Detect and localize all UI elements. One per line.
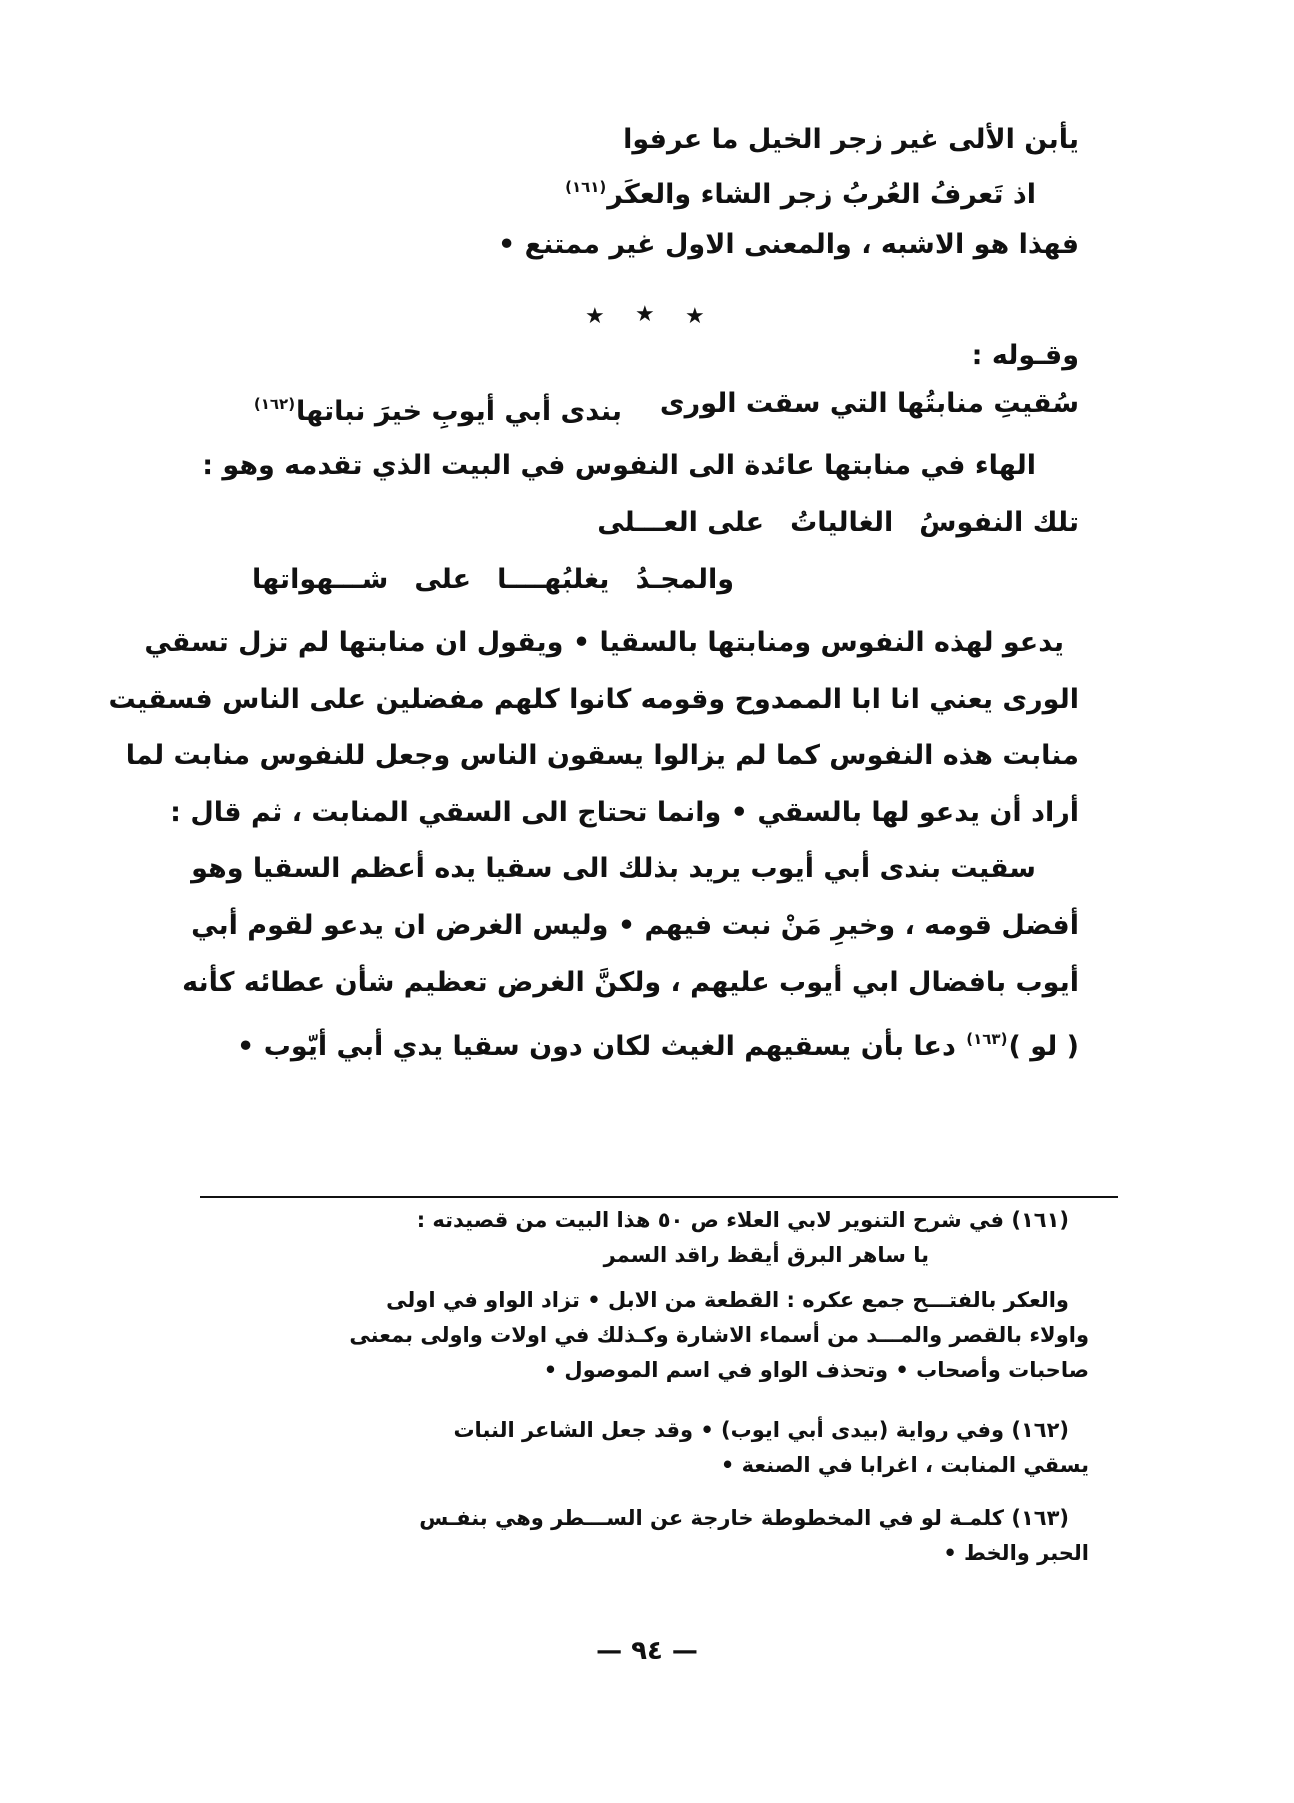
- verse3-word: الغالياتُ: [790, 507, 894, 538]
- footnote-ref-162: (١٦٢): [253, 395, 296, 413]
- verse3-word: على العـــلى: [597, 507, 765, 538]
- verse3-word: تلك النفوسُ: [919, 507, 1079, 538]
- verse2-hemistich1: سُقيتِ منابتُها التي سقت الورى: [659, 388, 1079, 419]
- paragraph-last-line: [237, 1019, 1079, 1067]
- verse2-hemistich2-text: بندى أبي أيوبِ خيرَ نباتها: [296, 396, 622, 427]
- intro-label: وقـوله :: [971, 340, 1079, 371]
- verse3-word: شـــهواتها: [251, 564, 389, 595]
- footnote-163-line: (١٦٣) كلمـة لو في المخطوطة خارجة عن الســـطر وهي بنفـس: [419, 1506, 1069, 1530]
- footnote-162-line: (١٦٢) وفي رواية (بيدى أبي ايوب) • وقد جعل الشاعر النبات: [453, 1418, 1069, 1442]
- verse1-line1: يأبن الألى غير زجر الخيل ما عرفوا: [623, 124, 1079, 155]
- paragraph-line: الورى يعني انا ابا الممدوح وقومه كانوا كلهم مفضلين على الناس فسقيت: [108, 684, 1079, 715]
- verse3-line2: [252, 560, 734, 600]
- footnote-161-line: واولاء بالقصر والمـــد من أسماء الاشارة وكـذلك في اولات واولى بمعنى: [349, 1323, 1089, 1347]
- footnote-ref-163: (١٦٣): [966, 1030, 1008, 1048]
- footnote-divider: [200, 1196, 1118, 1198]
- paragraph-line: يدعو لهذه النفوس ومنابتها بالسقيا • ويقول ان منابتها لم تزل تسقي: [144, 627, 1064, 658]
- verse1-line2: [564, 167, 1036, 215]
- verse1-line2-text: اذ تَعرفُ العُربُ زجر الشاء والعكَر: [607, 179, 1036, 210]
- footnote-161-line: يا ساهر البرق أيقظ راقد السمر: [603, 1243, 929, 1267]
- paragraph-last-prefix: ( لو ): [1008, 1031, 1079, 1062]
- verse3-word: يغلبُهــــا: [497, 564, 610, 595]
- page-number: — ٩٤ —: [596, 1636, 698, 1666]
- paragraph-line: أفضل قومه ، وخيرِ مَنْ نبت فيهم • وليس الغرض ان يدعو لقوم أبي: [191, 910, 1079, 941]
- footnote-ref-161: (١٦١): [565, 178, 607, 196]
- footnote-163-line: الحبر والخط •: [943, 1541, 1089, 1565]
- star-icon: ★: [685, 304, 705, 329]
- footnote-161-line: صاحبات وأصحاب • وتحذف الواو في اسم الموصول •: [543, 1358, 1089, 1382]
- verse3-word: على: [414, 564, 472, 595]
- verse3-line1: [597, 503, 1079, 543]
- star-icon: ★: [635, 302, 655, 327]
- section-separator: [585, 304, 715, 334]
- verse2-hemistich2: [253, 384, 622, 432]
- star-icon: ★: [585, 304, 605, 329]
- paragraph-last-text: دعا بأن يسقيهم الغيث لكان دون سقيا يدي أبي أيّوب •: [237, 1031, 956, 1062]
- verse3-word: والمجـدُ: [635, 564, 734, 595]
- footnote-161-line: والعكر بالفتـــح جمع عكره : القطعة من الابل • تزاد الواو في اولى: [386, 1288, 1069, 1312]
- paragraph-line: أيوب بافضال ابي أيوب عليهم ، ولكنَّ الغرض تعظيم شأن عطائه كأنه: [182, 967, 1079, 998]
- footnote-162-line: يسقي المنابت ، اغرابا في الصنعة •: [720, 1453, 1089, 1477]
- paragraph-line: سقيت بندى أبي أيوب يريد بذلك الى سقيا يده أعظم السقيا وهو: [191, 853, 1036, 884]
- commentary-1: الهاء في منابتها عائدة الى النفوس في البيت الذي تقدمه وهو :: [202, 450, 1036, 481]
- footnote-161-line: (١٦١) في شرح التنوير لابي العلاء ص ٥٠ هذا البيت من قصيدته :: [416, 1208, 1069, 1232]
- paragraph-line: منابت هذه النفوس كما لم يزالوا يسقون الناس وجعل للنفوس منابت لما: [125, 740, 1079, 771]
- paragraph-line: أراد أن يدعو لها بالسقي • وانما تحتاج الى السقي المنابت ، ثم قال :: [170, 797, 1079, 828]
- sentence-1: فهذا هو الاشبه ، والمعنى الاول غير ممتنع •: [497, 229, 1079, 260]
